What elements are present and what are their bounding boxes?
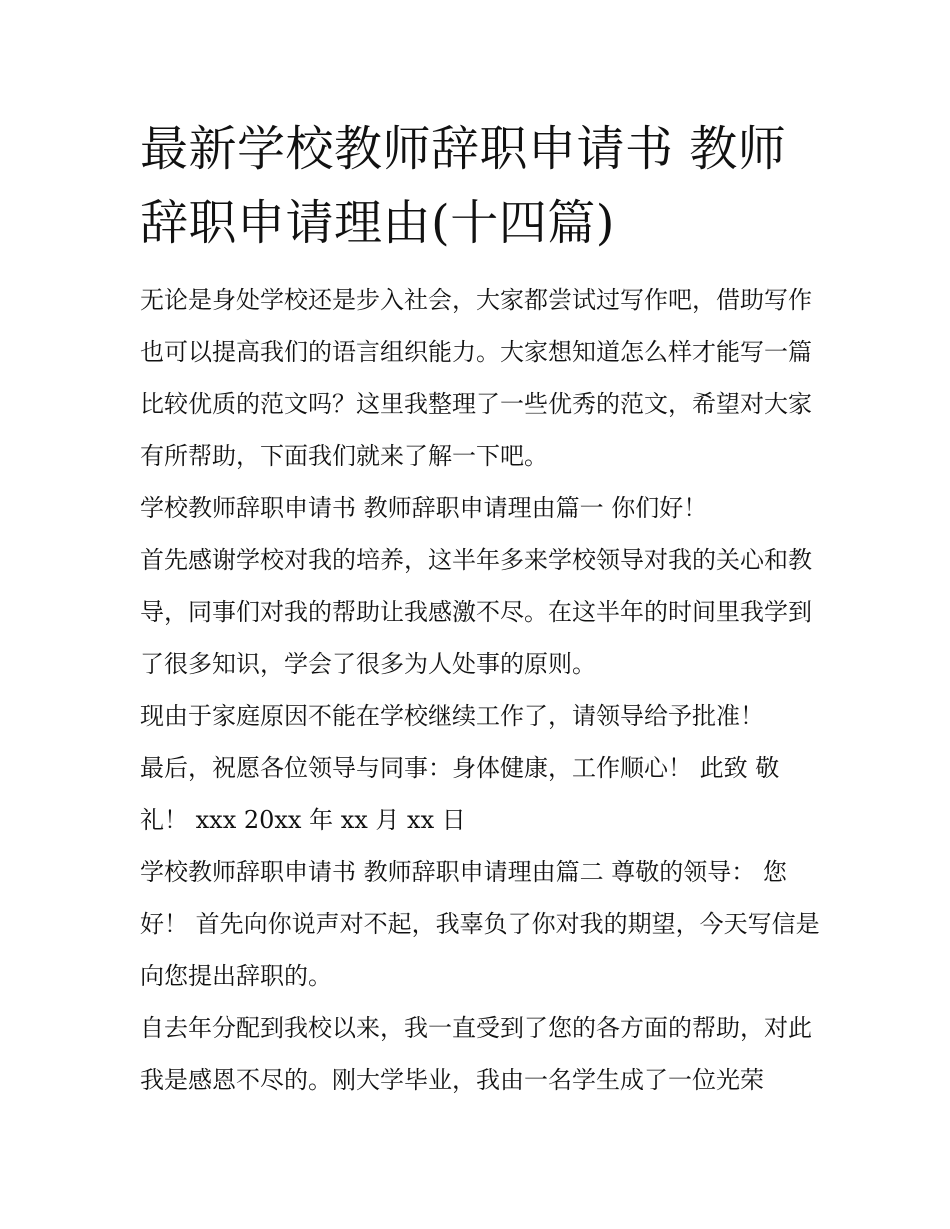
paragraph-letter-one-heading: 学校教师辞职申请书 教师辞职申请理由篇一 你们好！ [140, 494, 708, 522]
document-title: 最新学校教师辞职申请书 教师辞职申请理由(十四篇) [140, 121, 787, 251]
paragraph-letter-two-body: 自去年分配到我校以来，我一直受到了您的各方面的帮助，对此我是感恩不尽的。刚大学毕业，我由一名学生成了一位光荣 [140, 1014, 812, 1094]
paragraph-letter-one-thanks: 首先感谢学校对我的培养，这半年多来学校领导对我的关心和教导，同事们对我的帮助让我感激不尽。在这半年的时间里我学到了很多知识，学会了很多为人处事的原则。 [140, 546, 812, 678]
paragraph-letter-one-reason: 现由于家庭原因不能在学校继续工作了，请领导给予批准！ [140, 702, 764, 730]
paragraph-intro: 无论是身处学校还是步入社会，大家都尝试过写作吧，借助写作也可以提高我们的语言组织能力。大家想知道怎么样才能写一篇比较优质的范文吗？这里我整理了一些优秀的范文，希望对大家有所帮助，下面我们就来了解一下吧。 [140, 286, 812, 470]
paragraph-letter-one-closing: 最后，祝愿各位领导与同事：身体健康，工作顺心！ 此致 敬礼！ xxx 20xx 年 xx 月 xx 日 [140, 754, 780, 834]
paragraph-letter-two-heading: 学校教师辞职申请书 教师辞职申请理由篇二 尊敬的领导： 您好！ 首先向你说声对不起，我辜负了你对我的期望，今天写信是向您提出辞职的。 [140, 858, 820, 990]
document-body [140, 112, 820, 1106]
